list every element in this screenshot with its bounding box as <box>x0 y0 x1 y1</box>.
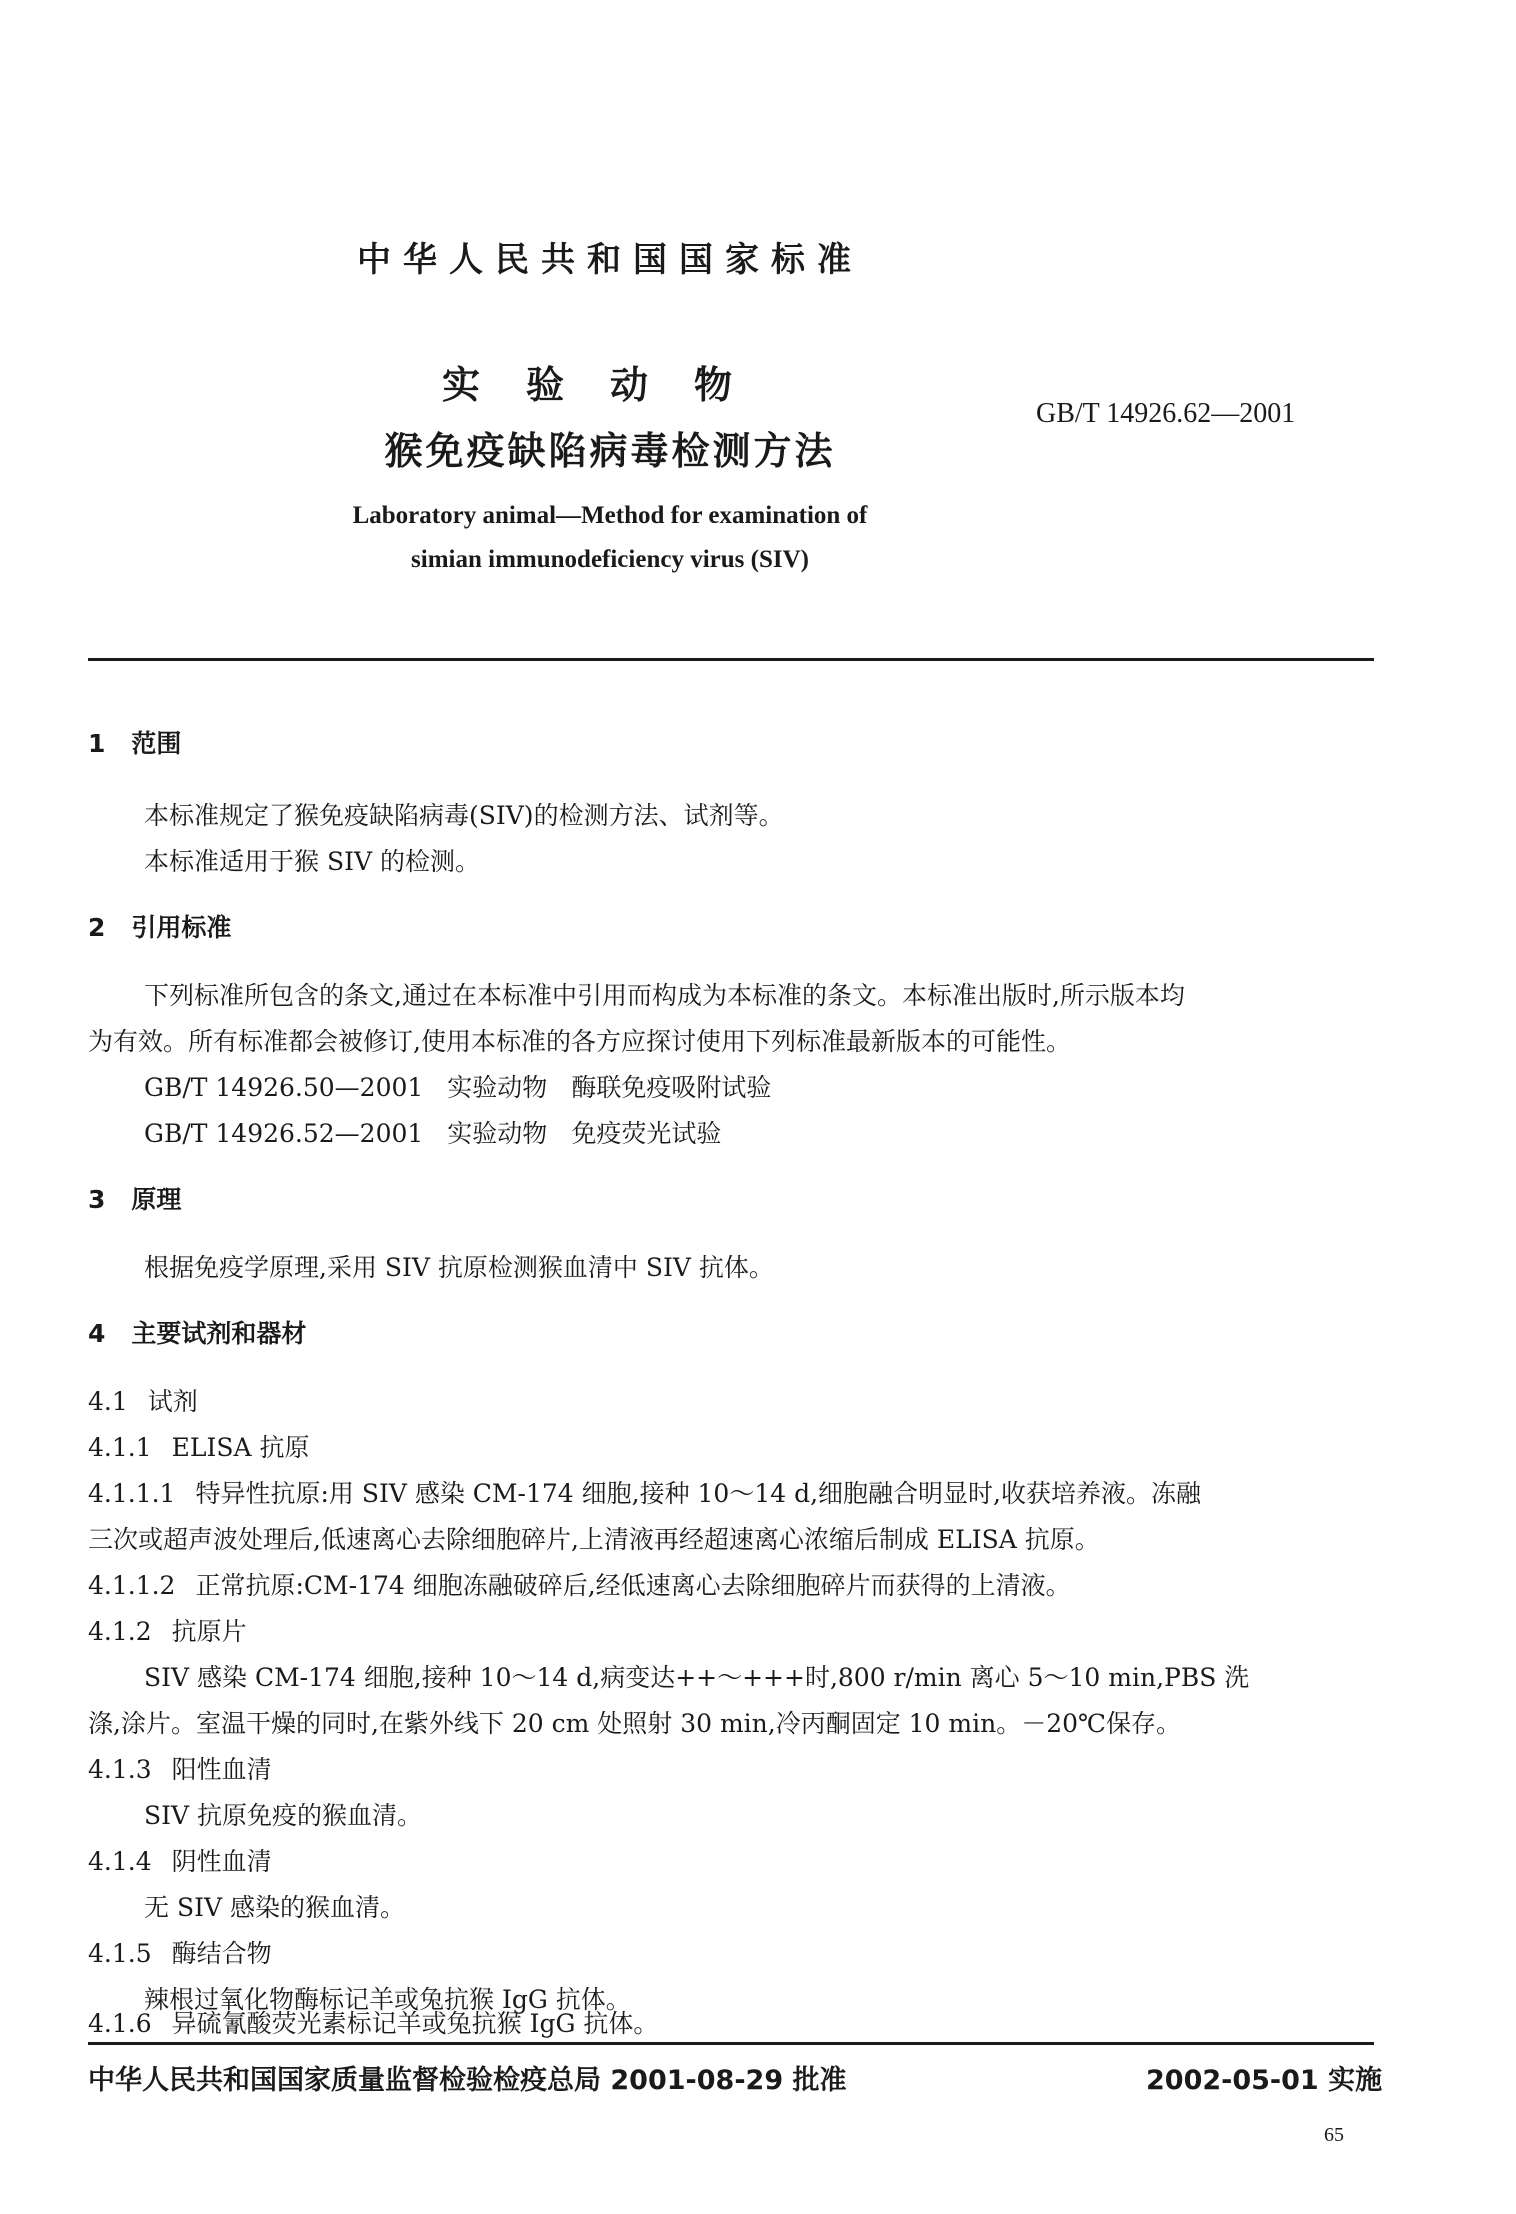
reference-name: 酶联免疫吸附试验 <box>571 1073 772 1102</box>
reference-category: 实验动物 <box>447 1119 548 1148</box>
section-title: 原理 <box>131 1185 182 1214</box>
subsection-4-1-2 <box>88 1612 247 1648</box>
section-1-paragraph-1: 本标准规定了猴免疫缺陷病毒(SIV)的检测方法、试剂等。 <box>144 801 784 830</box>
reference-2 <box>144 1114 721 1150</box>
paragraph-text: 特异性抗原:用 SIV 感染 CM-174 细胞,接种 10～14 d,细胞融合明显时,收获培养液。冻融 <box>195 1479 1201 1508</box>
national-standard-header: 中华人民共和国国家标准 <box>357 240 863 280</box>
subsection-4-1-1 <box>88 1428 309 1464</box>
section-number: 1 <box>88 729 106 758</box>
title-line-2: 猴免疫缺陷病毒检测方法 <box>384 429 836 473</box>
section-2-paragraph-line-2: 为有效。所有标准都会被修订,使用本标准的各方应探讨使用下列标准最新版本的可能性。 <box>88 1027 1071 1056</box>
page-number: 65 <box>1324 2124 1344 2146</box>
subsection-title: 抗原片 <box>171 1617 247 1646</box>
issuer-line: 中华人民共和国国家质量监督检验检疫总局 2001-08-29 批准 <box>88 2065 847 2096</box>
subsection-4-1-4-text: 无 SIV 感染的猴血清。 <box>144 1893 405 1922</box>
subsection-number: 4.1.1.1 <box>88 1479 176 1508</box>
reference-code: GB/T 14926.50—2001 <box>144 1073 424 1102</box>
subsection-title: 阳性血清 <box>171 1755 272 1784</box>
title-line-1: 实验动物 <box>441 363 778 407</box>
subsection-title: 异硫氰酸荧光素标记羊或兔抗猴 IgG 抗体。 <box>171 2009 659 2038</box>
section-number: 3 <box>88 1185 106 1214</box>
subsection-number: 4.1.1 <box>88 1433 152 1462</box>
subsection-number: 4.1.5 <box>88 1939 152 1968</box>
section-1-paragraph-2: 本标准适用于猴 SIV 的检测。 <box>144 847 480 876</box>
section-4-heading <box>88 1314 306 1350</box>
reference-name: 免疫荧光试验 <box>571 1119 722 1148</box>
subsection-4-1-5-text: 辣根过氧化物酶标记羊或兔抗猴 IgG 抗体。 <box>144 1985 631 2014</box>
reference-1 <box>144 1068 771 1104</box>
subsection-number: 4.1.1.2 <box>88 1571 176 1600</box>
subsection-4-1-3 <box>88 1750 272 1786</box>
section-number: 4 <box>88 1319 106 1348</box>
english-title-line-1: Laboratory animal—Method for examination of <box>352 502 868 529</box>
effective-date: 2002-05-01 实施 <box>1146 2065 1383 2096</box>
header-divider <box>88 658 1374 661</box>
standard-code: GB/T 14926.62—2001 <box>1036 398 1296 429</box>
section-number: 2 <box>88 913 106 942</box>
section-title: 范围 <box>131 729 182 758</box>
subsection-4-1-1-1 <box>88 1474 1201 1510</box>
section-2-heading <box>88 908 231 944</box>
subsection-4-1-3-text: SIV 抗原免疫的猴血清。 <box>144 1801 423 1830</box>
section-title: 主要试剂和器材 <box>131 1319 307 1348</box>
section-3-paragraph: 根据免疫学原理,采用 SIV 抗原检测猴血清中 SIV 抗体。 <box>144 1253 774 1282</box>
subsection-number: 4.1.3 <box>88 1755 152 1784</box>
subsection-title: 试剂 <box>147 1387 198 1416</box>
subsection-4-1-5 <box>88 1934 272 1970</box>
reference-category: 实验动物 <box>447 1073 548 1102</box>
section-1-heading <box>88 724 181 760</box>
footer-divider <box>88 2042 1374 2045</box>
english-title-line-2: simian immunodeficiency virus (SIV) <box>411 546 809 573</box>
subsection-4-1-1-2 <box>88 1566 1071 1602</box>
subsection-number: 4.1.4 <box>88 1847 152 1876</box>
section-title: 引用标准 <box>131 913 232 942</box>
subsection-4-1-2-line-2: 涤,涂片。室温干燥的同时,在紫外线下 20 cm 处照射 30 min,冷丙酮固定 10 min。－20℃保存。 <box>88 1709 1181 1738</box>
subsection-number: 4.1.6 <box>88 2009 152 2038</box>
subsection-title: 阴性血清 <box>171 1847 272 1876</box>
subsection-number: 4.1.2 <box>88 1617 152 1646</box>
reference-code: GB/T 14926.52—2001 <box>144 1119 424 1148</box>
subsection-4-1-1-1-line-2: 三次或超声波处理后,低速离心去除细胞碎片,上清液再经超速离心浓缩后制成 ELISA 抗原。 <box>88 1525 1100 1554</box>
subsection-number: 4.1 <box>88 1387 128 1416</box>
subsection-4-1-2-line-1: SIV 感染 CM-174 细胞,接种 10～14 d,病变达++～+++时,800 r/min 离心 5～10 min,PBS 洗 <box>144 1663 1250 1692</box>
paragraph-text: 正常抗原:CM-174 细胞冻融破碎后,经低速离心去除细胞碎片而获得的上清液。 <box>195 1571 1071 1600</box>
subsection-4-1 <box>88 1382 198 1418</box>
section-2-paragraph-line-1: 下列标准所包含的条文,通过在本标准中引用而构成为本标准的条文。本标准出版时,所示版本均 <box>144 981 1185 1010</box>
subsection-title: ELISA 抗原 <box>171 1433 310 1462</box>
subsection-title: 酶结合物 <box>171 1939 272 1968</box>
section-3-heading <box>88 1180 181 1216</box>
subsection-4-1-4 <box>88 1842 272 1878</box>
subsection-4-1-6 <box>88 2004 658 2040</box>
